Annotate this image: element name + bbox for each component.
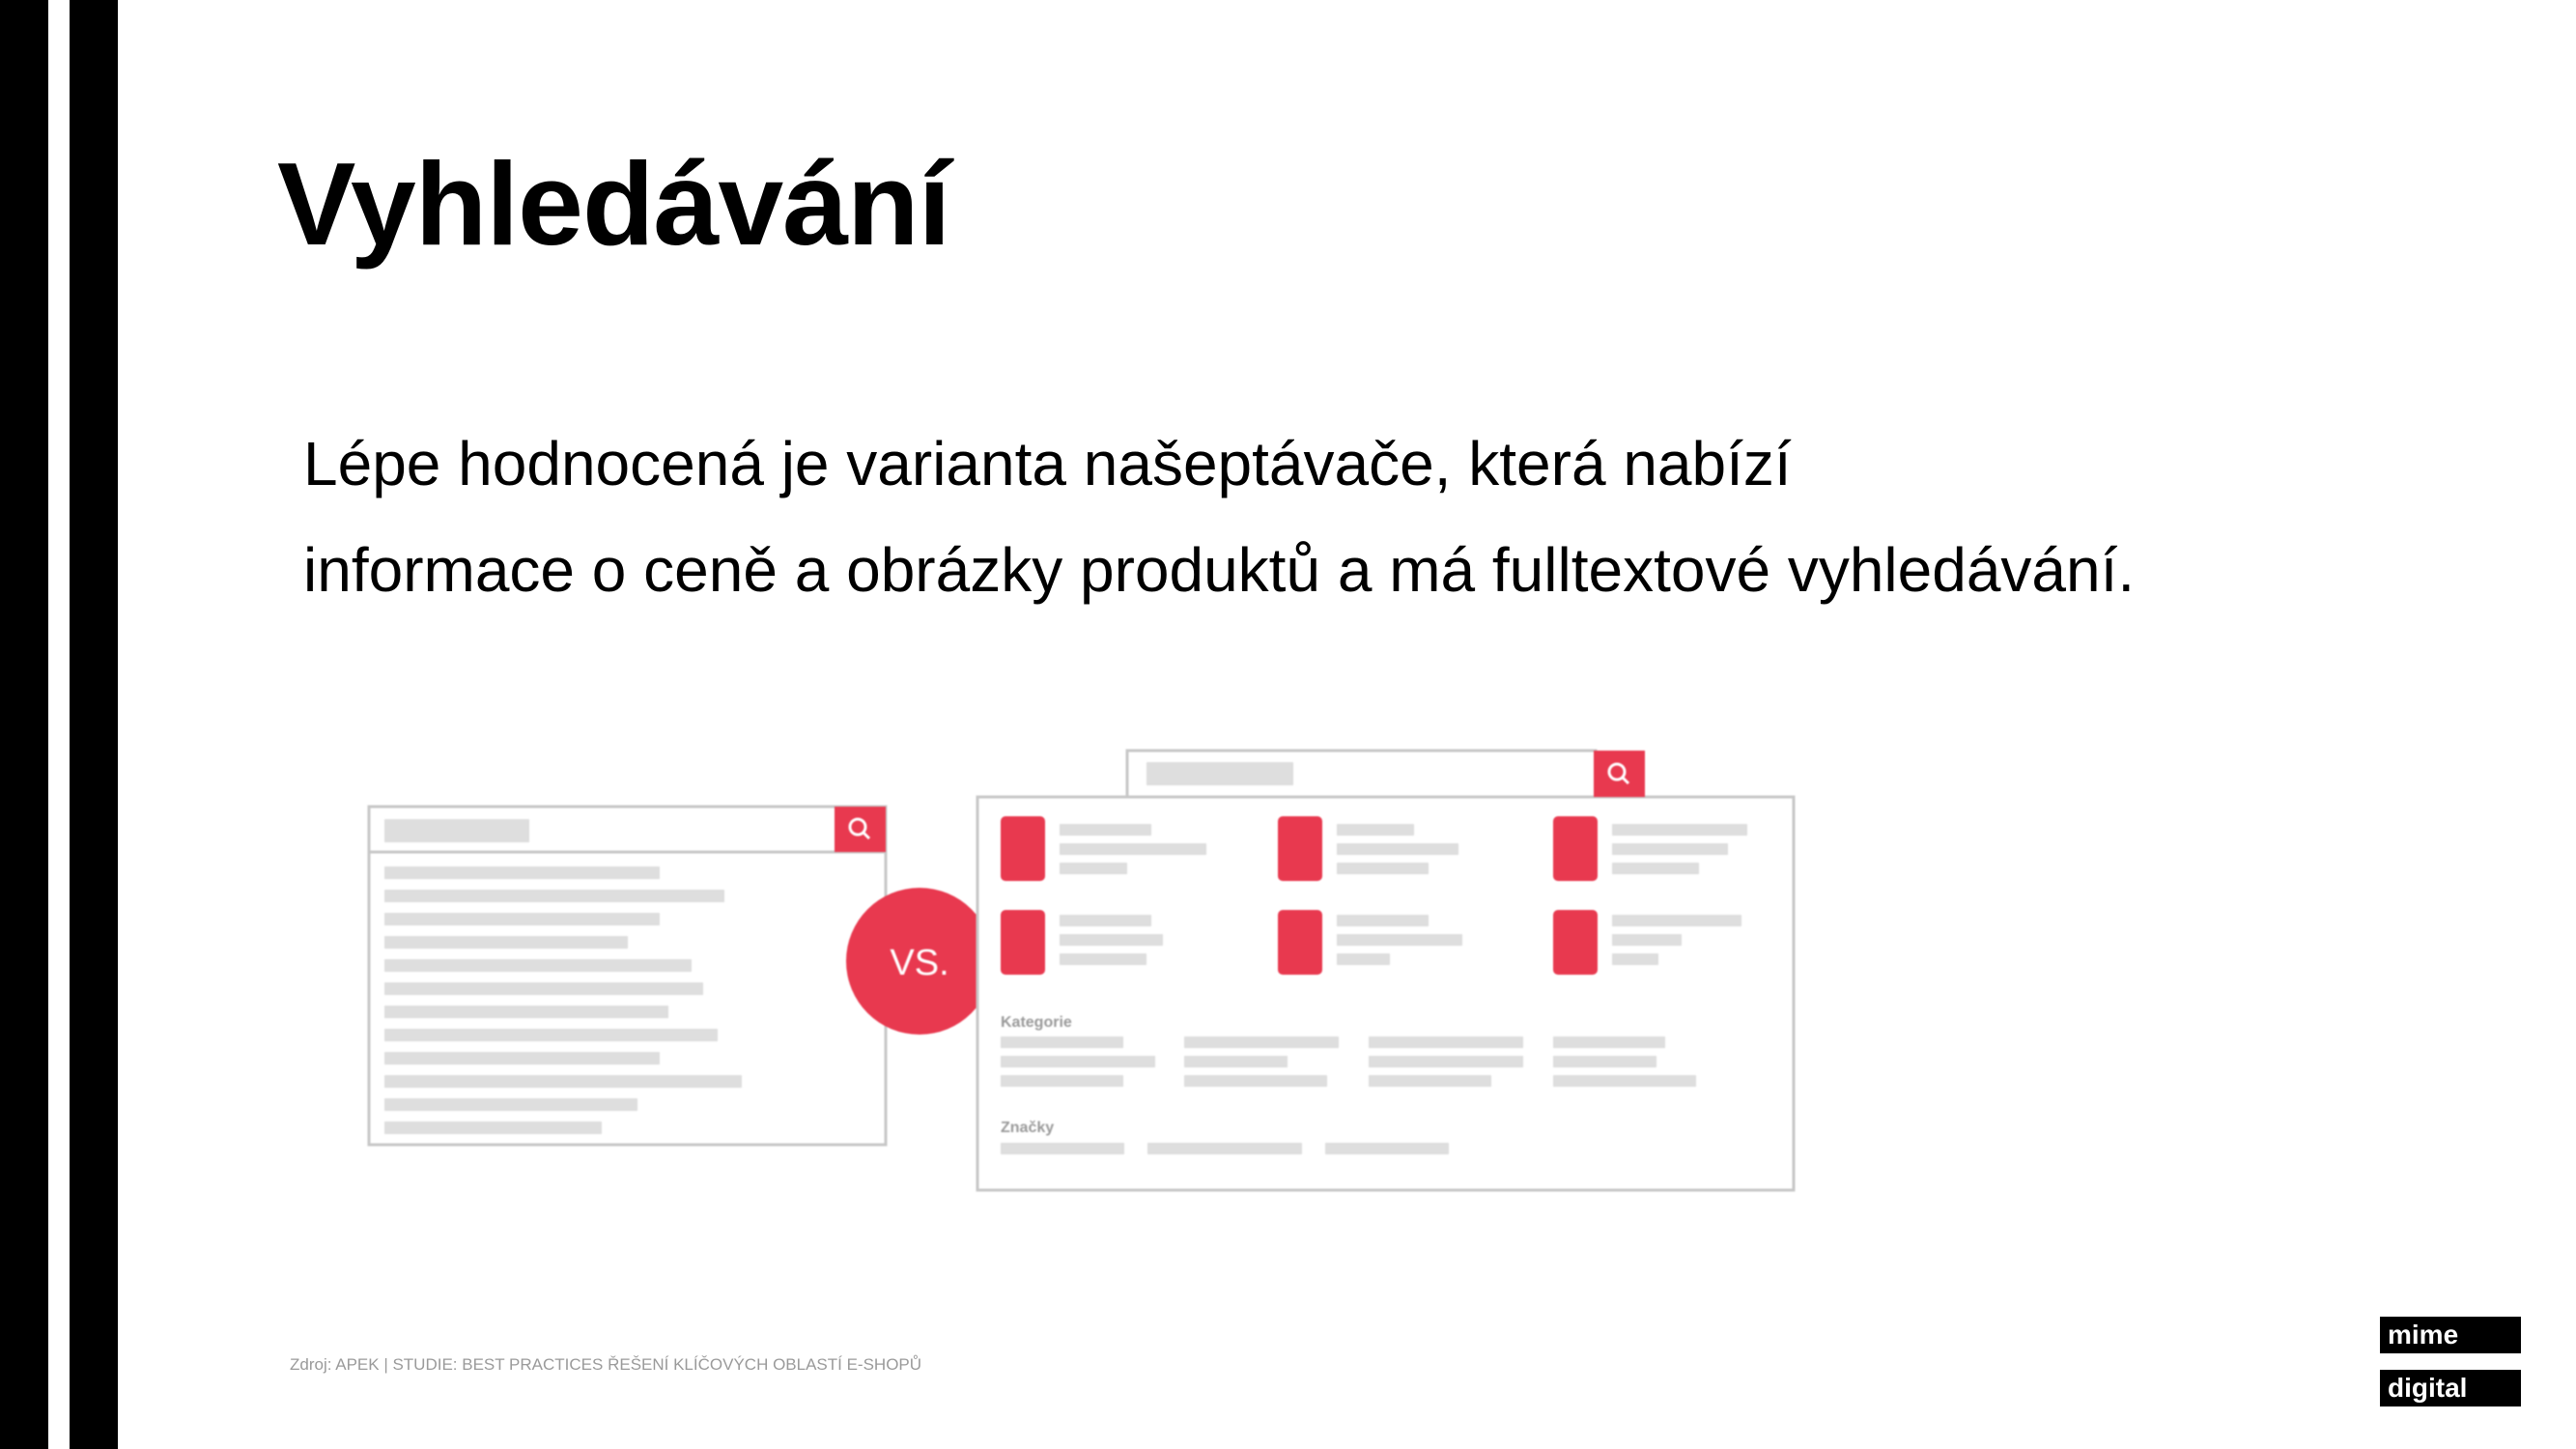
slide-title: Vyhledávání <box>277 138 950 270</box>
search-icon-button-left <box>835 807 886 852</box>
mime-digital-logo <box>2380 1317 2521 1423</box>
product-image <box>1278 816 1322 881</box>
basic-suggest-mockup <box>369 807 886 1145</box>
product-image <box>1553 910 1598 975</box>
slide-body-text <box>303 411 2428 623</box>
logo-line-digital: digital <box>2380 1370 2521 1406</box>
product-image <box>1278 910 1322 975</box>
brands-label: Značky <box>1001 1120 1055 1136</box>
product-image <box>1553 816 1598 881</box>
body-line-2: informace o ceně a obrázky produktů a má fulltextové vyhledávání. <box>303 535 2136 605</box>
categories-label: Kategorie <box>1001 1014 1072 1031</box>
rich-suggest-mockup <box>977 751 1794 1190</box>
body-line-1: Lépe hodnocená je varianta našeptávače, která nabízí <box>303 429 1792 498</box>
vs-badge <box>846 888 993 1035</box>
product-image <box>1001 910 1045 975</box>
source-footnote: Zdroj: APEK | STUDIE: BEST PRACTICES ŘEŠENÍ KLÍČOVÝCH OBLASTÍ E-SHOPŮ <box>290 1355 922 1374</box>
left-edge-bar-inner <box>70 0 118 1449</box>
product-image <box>1001 816 1045 881</box>
logo-line-mime: mime <box>2380 1317 2521 1353</box>
vs-label: VS. <box>890 943 949 983</box>
left-edge-bar-outer <box>0 0 48 1449</box>
search-icon-button-right <box>1594 751 1645 797</box>
search-comparison-illustration <box>357 744 1806 1208</box>
